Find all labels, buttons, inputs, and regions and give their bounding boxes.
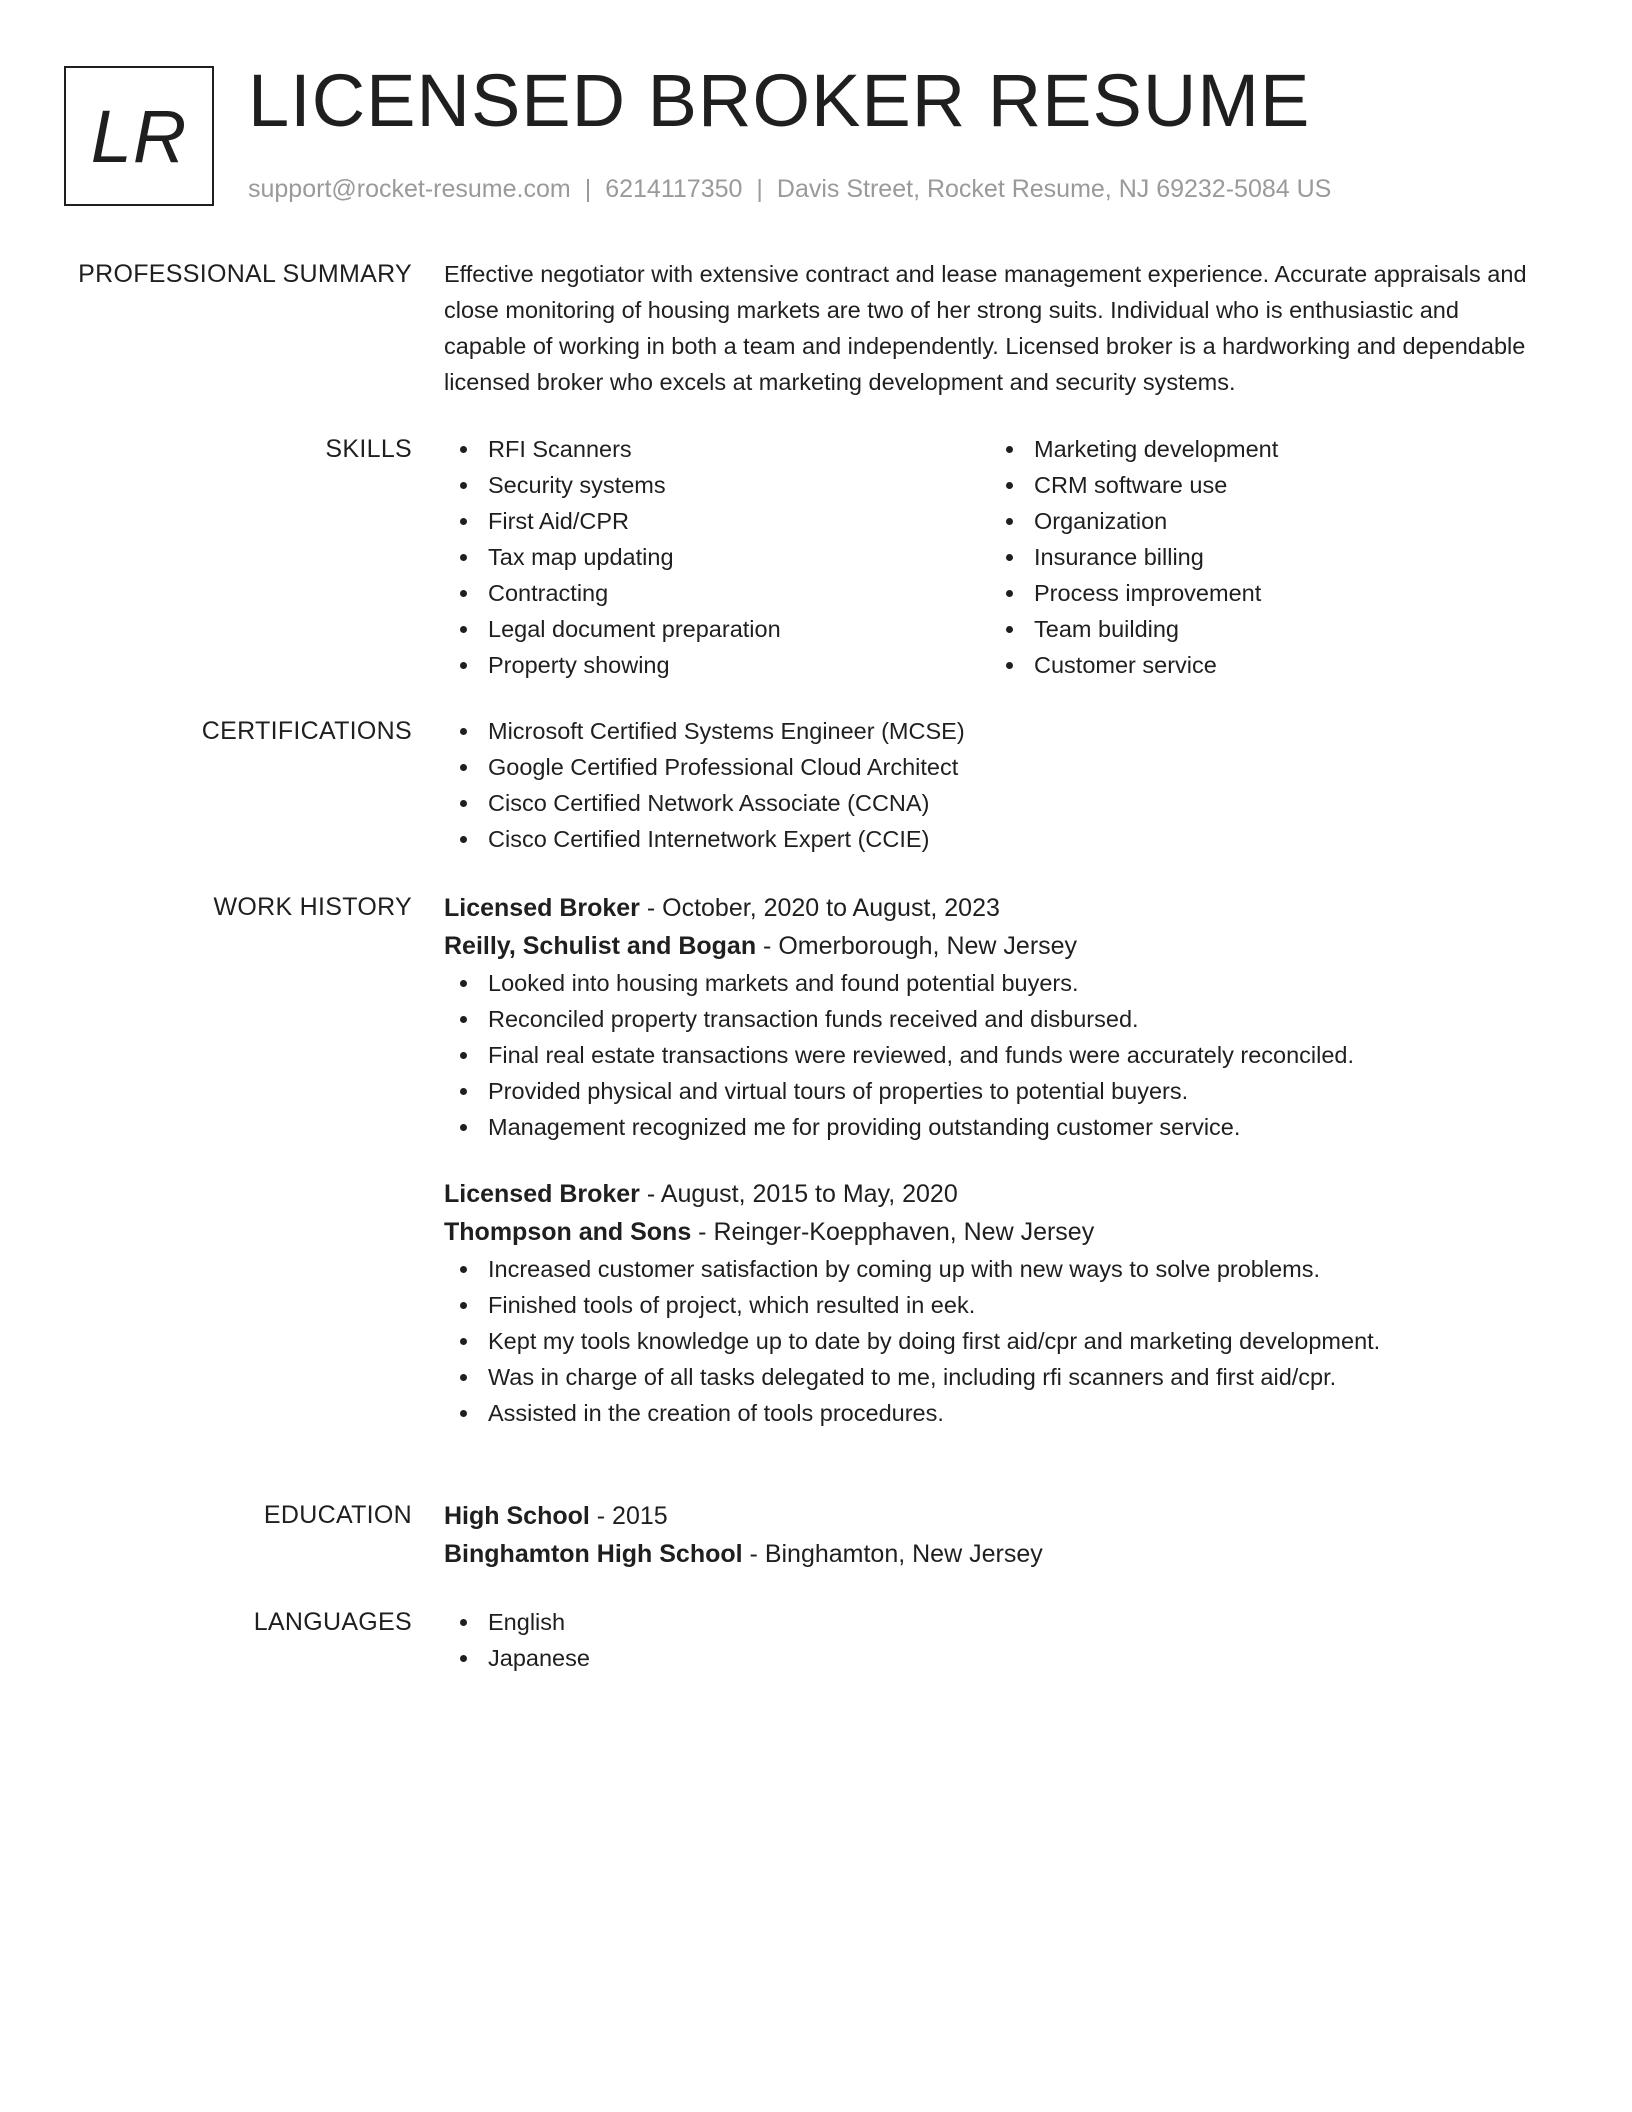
skill-item: Process improvement [990, 575, 1278, 611]
job-company: Reilly, Schulist and Bogan [444, 932, 757, 960]
education-body [444, 1497, 1544, 1573]
summary-text: Effective negotiator with extensive contract and lease management experience. Accurate appraisals and close monitoring of housing markets are two of her strong suits. Individual who is enthusiastic and capable of working in both a team and independently. Licensed broker is a hardworking and dependable licensed broker who excels at marketing development and security systems. [444, 261, 1527, 395]
education-school-line: Binghamton High School - Binghamton, New Jersey [444, 1540, 1043, 1568]
job-dates: October, 2020 to August, 2023 [662, 894, 1000, 922]
job-bullet: Looked into housing markets and found potential buyers. [444, 965, 1544, 1001]
skill-item: First Aid/CPR [444, 503, 781, 539]
skill-item: Tax map updating [444, 539, 781, 575]
job-company: Thompson and Sons [444, 1218, 692, 1246]
monogram-box [64, 66, 214, 206]
skill-item: Property showing [444, 647, 781, 683]
skill-item: Organization [990, 503, 1278, 539]
languages-body [444, 1604, 1544, 1676]
job-bullet: Reconciled property transaction funds received and disbursed. [444, 1001, 1544, 1037]
job-bullet: Management recognized me for providing outstanding customer service. [444, 1109, 1544, 1145]
education-degree-line: High School - 2015 [444, 1502, 668, 1530]
education-location: Binghamton, New Jersey [764, 1540, 1043, 1568]
job-title-line: Licensed Broker - October, 2020 to August, 2023 [444, 894, 1000, 922]
contact-separator: | [584, 175, 592, 203]
certifications-heading: CERTIFICATIONS [201, 717, 412, 745]
job-entry [444, 1175, 1544, 1431]
job-bullet: Assisted in the creation of tools procedures. [444, 1395, 1544, 1431]
education-school: Binghamton High School [444, 1540, 743, 1568]
contact-separator: | [756, 175, 763, 203]
job-entry [444, 889, 1544, 1145]
work-history-body [444, 889, 1544, 1431]
education-year: 2015 [612, 1502, 668, 1530]
certification-item: Cisco Certified Network Associate (CCNA) [444, 785, 1544, 821]
contact-line [248, 172, 1331, 206]
job-bullets [444, 965, 1544, 1145]
skill-item: Contracting [444, 575, 781, 611]
summary-heading: PROFESSIONAL SUMMARY [78, 260, 412, 288]
contact-address: Davis Street, Rocket Resume, NJ 69232-5084 US [776, 175, 1332, 203]
skills-list-right [990, 431, 1278, 683]
skill-item: CRM software use [990, 467, 1278, 503]
job-bullet: Finished tools of project, which resulted in eek. [444, 1287, 1544, 1323]
skill-item: Security systems [444, 467, 781, 503]
education-heading: EDUCATION [263, 1501, 412, 1529]
contact-phone[interactable]: 6214117350 [605, 175, 743, 203]
job-dates: August, 2015 to May, 2020 [660, 1180, 958, 1208]
resume-title: LICENSED BROKER RESUME [248, 59, 1311, 142]
skill-item: Legal document preparation [444, 611, 781, 647]
job-bullet: Kept my tools knowledge up to date by doing first aid/cpr and marketing development. [444, 1323, 1544, 1359]
certification-item: Google Certified Professional Cloud Architect [444, 749, 1544, 785]
contact-email[interactable]: support@rocket-resume.com [248, 175, 571, 203]
skill-item: RFI Scanners [444, 431, 781, 467]
job-title: Licensed Broker [444, 894, 640, 922]
languages-list [444, 1604, 1544, 1676]
certifications-body [444, 713, 1544, 857]
job-title-line: Licensed Broker - August, 2015 to May, 2020 [444, 1180, 958, 1208]
job-bullet: Increased customer satisfaction by coming up with new ways to solve problems. [444, 1251, 1544, 1287]
job-location: Omerborough, New Jersey [778, 932, 1078, 960]
skills-list-left [444, 431, 781, 683]
language-item: Japanese [444, 1640, 1544, 1676]
skill-item: Customer service [990, 647, 1278, 683]
certifications-list [444, 713, 1544, 857]
job-bullet: Provided physical and virtual tours of properties to potential buyers. [444, 1073, 1544, 1109]
work-history-heading: WORK HISTORY [213, 893, 412, 921]
monogram-initials: LR [90, 94, 188, 178]
summary-body [444, 256, 1544, 400]
job-bullets [444, 1251, 1544, 1431]
skills-heading: SKILLS [325, 435, 412, 463]
job-location: Reinger-Koepphaven, New Jersey [713, 1218, 1095, 1246]
skills-body [444, 431, 1544, 678]
certification-item: Cisco Certified Internetwork Expert (CCIE) [444, 821, 1544, 857]
job-company-line: Reilly, Schulist and Bogan - Omerborough, New Jersey [444, 932, 1078, 960]
language-item: English [444, 1604, 1544, 1640]
certification-item: Microsoft Certified Systems Engineer (MCSE) [444, 713, 1544, 749]
languages-heading: LANGUAGES [253, 1608, 412, 1636]
job-bullet: Was in charge of all tasks delegated to me, including rfi scanners and first aid/cpr. [444, 1359, 1544, 1395]
skill-item: Team building [990, 611, 1278, 647]
skill-item: Marketing development [990, 431, 1278, 467]
job-title: Licensed Broker [444, 1180, 640, 1208]
job-bullet: Final real estate transactions were reviewed, and funds were accurately reconciled. [444, 1037, 1544, 1073]
education-degree: High School [444, 1502, 590, 1530]
job-company-line: Thompson and Sons - Reinger-Koepphaven, New Jersey [444, 1218, 1095, 1246]
skill-item: Insurance billing [990, 539, 1278, 575]
